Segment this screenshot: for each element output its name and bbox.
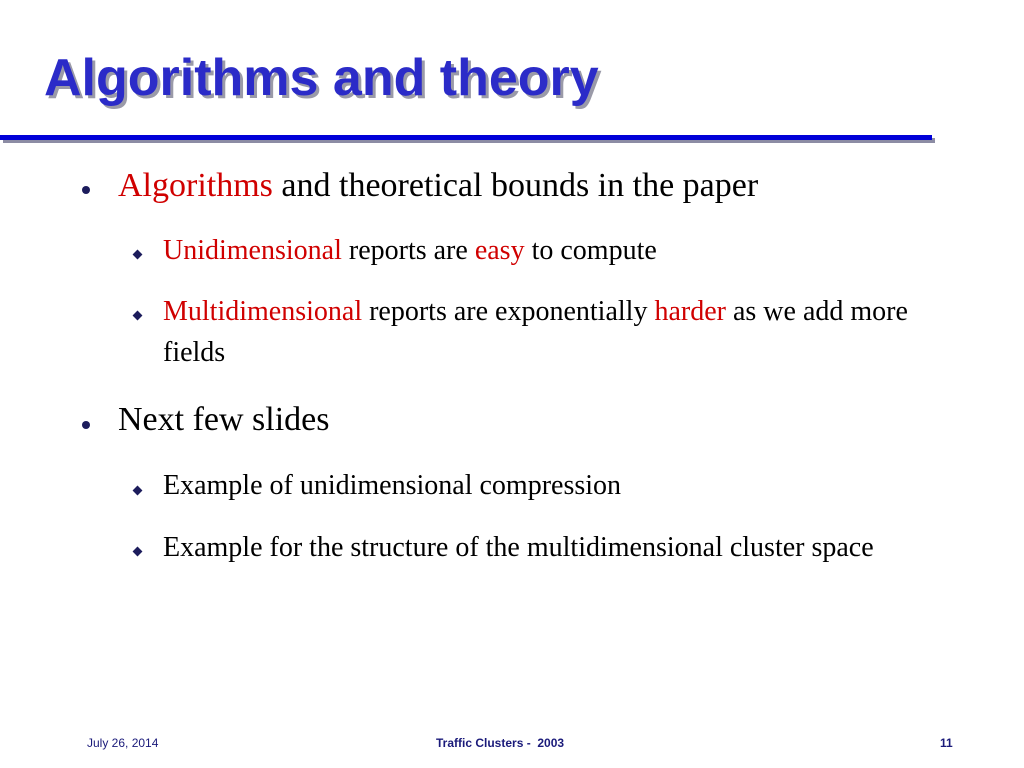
sub-bullet-multidimensional (163, 291, 963, 373)
sub-bullet-cluster-space-example (163, 527, 963, 568)
bullet-text: to compute (524, 235, 657, 266)
bullet-text: and theoretical bounds in the paper (272, 167, 759, 204)
highlight-text: harder (654, 296, 726, 327)
bullet-text: reports are exponentially (362, 296, 655, 327)
footer-date: July 26, 2014 (87, 736, 159, 750)
page-number: 11 (940, 736, 953, 750)
bullet-item-next-slides (118, 400, 330, 441)
highlight-text: Unidimensional (163, 235, 342, 266)
bullet-diamond-icon (133, 486, 143, 496)
bullet-item-algorithms (118, 166, 758, 207)
bullet-text: Next few slides (118, 401, 330, 438)
title-divider (0, 135, 932, 140)
sub-bullet-unidimensional (163, 230, 963, 271)
slide-title: Algorithms and theory (44, 49, 599, 107)
bullet-dot-icon (82, 186, 90, 194)
bullet-dot-icon (82, 421, 90, 429)
bullet-diamond-icon (133, 547, 143, 557)
highlight-text: Multidimensional (163, 296, 363, 327)
bullet-text: reports are (341, 235, 475, 266)
bullet-diamond-icon (133, 311, 143, 321)
footer-title: Traffic Clusters - 2003 (436, 736, 565, 750)
bullet-text: Example of unidimensional compression (163, 470, 622, 501)
bullet-text: Example for the structure of the multidimensional cluster space (163, 532, 874, 563)
bullet-diamond-icon (133, 250, 143, 260)
sub-bullet-unidimensional-example (163, 465, 963, 506)
highlight-text: Algorithms (118, 167, 273, 204)
bullet-text: as we add more fields (163, 296, 908, 368)
highlight-text: easy (474, 235, 525, 266)
